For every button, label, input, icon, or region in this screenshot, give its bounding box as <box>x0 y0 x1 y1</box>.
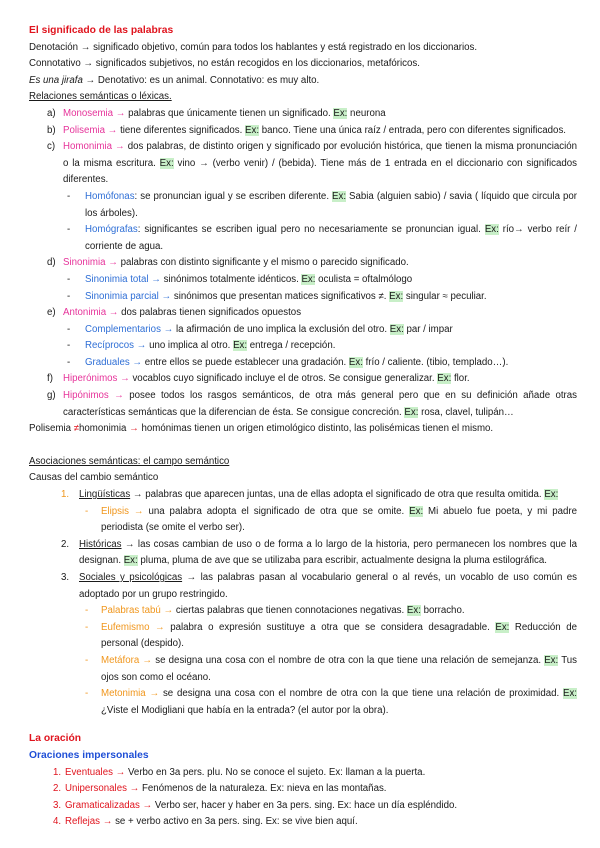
item-polisemia <box>29 123 577 140</box>
text: Polisemia <box>29 423 74 435</box>
ex-tag: Ex: <box>348 356 363 368</box>
term: Metonimia → <box>101 688 160 700</box>
section-title-asociaciones: Asociaciones semánticas: el campo semántico <box>29 455 230 467</box>
example: río→ verbo reír / corriente de agua. <box>85 224 578 252</box>
example: pluma, pluma de ave que se utilizaba para escribir, actualmente designa la pluma estilográfica. <box>137 555 547 567</box>
marker: e) <box>47 307 56 319</box>
item-sinonimia <box>29 255 577 272</box>
document-page <box>29 23 577 831</box>
text: sinónimos totalmente idénticos. <box>160 273 302 285</box>
example-jirafa <box>29 73 577 90</box>
ex-tag: Ex: <box>301 273 316 285</box>
term: Metáfora → <box>101 654 153 666</box>
jirafa-italic: Es una jirafa <box>29 74 83 86</box>
example: par / impar <box>403 323 453 335</box>
spacer <box>29 438 577 454</box>
marker: c) <box>47 141 56 153</box>
marker: 2. <box>61 538 70 550</box>
ex-tag: Ex: <box>406 605 421 617</box>
text: : significantes se escriben igual pero no necesariamente se pronuncian igual. <box>137 224 485 236</box>
term: Homonimia → <box>63 141 125 153</box>
ex-tag: Ex: <box>159 157 174 169</box>
dash-marker: - <box>85 621 89 633</box>
text: entre ellos se puede establecer una gradación. <box>142 356 349 368</box>
ex-tag: Ex: <box>404 406 419 418</box>
arrow: → <box>129 423 139 435</box>
example: borracho. <box>420 605 465 617</box>
spacer <box>29 719 577 731</box>
dash-marker: - <box>85 654 89 666</box>
text: homonimia <box>79 423 130 435</box>
marker: 1. <box>61 489 70 501</box>
term: Elipsis → <box>101 505 144 517</box>
term: Antonimia → <box>63 307 119 319</box>
dash-marker: - <box>67 273 71 285</box>
term: Sociales y psicológicas <box>79 572 183 583</box>
example: Sabia (alguien sabio) / savia ( líquido que circula por los árboles). <box>85 190 577 219</box>
item-hiperonimos <box>29 371 577 388</box>
example: vino → (verbo venir) / (bebida). Tiene más de 1 entrada en el diccionario con significados diferentes. <box>63 157 577 186</box>
example: ¿Viste el Modigliani que había en la entrada? (el autor por la obra). <box>101 704 389 716</box>
marker: 3. <box>61 572 70 583</box>
text: palabras con distinto significante y el mismo o parecido significado. <box>117 257 409 269</box>
ex-tag: Ex: <box>233 340 248 352</box>
connotativo-line: Connotativo → significados subjetivos, no están recogidos en los diccionarios, metafóricos. <box>29 58 420 70</box>
term: Históricas <box>79 538 122 550</box>
subitem-elipsis <box>29 504 577 537</box>
term: Recíprocos → <box>85 340 147 352</box>
text: Verbo ser, hacer y haber en 3a pers. sing. Ex: hace un día espléndido. <box>152 799 458 811</box>
ex-tag: Ex: <box>544 654 559 666</box>
text: la afirmación de uno implica la exclusión del otro. <box>173 323 390 335</box>
oracion-eventuales <box>29 765 577 782</box>
ex-tag: Ex: <box>484 224 499 236</box>
subitem-metafora <box>29 653 577 686</box>
cause-sociales <box>29 570 577 603</box>
ex-tag: Ex: <box>245 124 260 136</box>
term: Reflejas → <box>65 816 113 828</box>
term: Unipersonales → <box>65 783 140 795</box>
ex-tag: Ex: <box>389 323 404 335</box>
subitem-reciprocos <box>29 338 577 355</box>
example: Mi abuelo fue poeta, y mi padre periodista (se omite el verbo ser). <box>101 505 578 534</box>
item-antonimia <box>29 305 577 322</box>
text: → las cosas cambian de uso o de forma a lo largo de la historia, pero permanecen los nombres que la designan. <box>79 538 577 567</box>
subitem-sinonimia-total <box>29 272 577 289</box>
example: Reducción de personal (despido). <box>101 621 577 650</box>
marker: b) <box>47 124 56 136</box>
ex-tag: Ex: <box>495 621 510 633</box>
ex-tag: Ex: <box>123 555 138 567</box>
section-title-significado: El significado de las palabras <box>29 25 174 36</box>
dash-marker: - <box>67 190 71 202</box>
dash-marker: - <box>67 224 71 236</box>
term: Complementarios → <box>85 323 174 335</box>
subitem-homofonas <box>29 189 577 222</box>
item-homonimia <box>29 139 577 189</box>
term: Polisemia → <box>63 124 118 136</box>
example: singular ≈ peculiar. <box>403 290 487 302</box>
ex-tag: Ex: <box>437 373 452 385</box>
subheading-relaciones: Relaciones semánticas o léxicas. <box>29 91 172 103</box>
term: Homófonas <box>85 190 135 202</box>
dash-marker: - <box>67 290 71 302</box>
term: Homógrafas <box>85 224 138 236</box>
dash-marker: - <box>67 340 71 352</box>
text: Fenómenos de la naturaleza. Ex: nieva en las montañas. <box>139 783 387 795</box>
ex-tag: Ex: <box>409 505 424 517</box>
marker: a) <box>47 107 56 119</box>
cause-historicas <box>29 537 577 570</box>
subheading-impersonales: Oraciones impersonales <box>29 749 149 761</box>
term: Eventuales → <box>65 766 126 778</box>
example: rosa, clavel, tulipán… <box>418 406 514 418</box>
text: se designa una cosa con el nombre de otra con la que tiene una relación de proximidad. <box>159 688 563 700</box>
polisemia-vs-homonimia <box>29 421 577 438</box>
marker: 4. <box>53 816 62 828</box>
text: se designa una cosa con el nombre de otra con la que tiene una relación de semejanza. <box>152 654 545 666</box>
text: palabra o expresión sustituye a otra que se considera desagradable. <box>164 621 496 633</box>
example: entrega / recepción. <box>247 340 336 352</box>
text: ciertas palabras que tienen connotaciones negativas. <box>173 605 407 617</box>
text: Verbo en 3a pers. plu. No se conoce el sujeto. Ex: llaman a la puerta. <box>125 766 426 778</box>
jirafa-text: → Denotativo: es un animal. Connotativo: es muy alto. <box>82 74 320 86</box>
ex-tag: Ex: <box>563 688 577 700</box>
term: Graduales → <box>85 356 143 368</box>
subitem-metonimia <box>29 686 577 719</box>
text: posee todos los rasgos semánticos, de otra más general pero que en su definición añade otras características semánticas que la diferencian de ésta. Se consigue concreción. <box>63 390 577 418</box>
oracion-unipersonales <box>29 781 577 798</box>
marker: d) <box>47 257 56 269</box>
text: dos palabras tienen significados opuestos <box>118 307 302 319</box>
term: Monosemia → <box>63 107 126 119</box>
dash-marker: - <box>85 605 89 617</box>
ex-tag: Ex: <box>544 489 559 501</box>
text: palabras que únicamente tienen un significado. <box>125 107 334 119</box>
text: dos palabras, de distinto origen y significado por evolución histórica, que tienen la misma pronunciación o la misma escritura. <box>63 141 578 169</box>
section-title-oracion: La oración <box>29 733 82 745</box>
marker: f) <box>47 373 53 385</box>
subitem-tabu <box>29 603 577 620</box>
ex-tag: Ex: <box>389 290 404 302</box>
subitem-graduales <box>29 355 577 372</box>
example: Tus ojos son como el océano. <box>101 654 577 683</box>
marker: 3. <box>53 799 62 811</box>
neq-symbol: ≠ <box>73 423 80 435</box>
term: Sinonimia → <box>63 257 118 269</box>
text: uno implica al otro. <box>146 340 234 352</box>
marker: 1. <box>53 766 62 778</box>
dash-marker: - <box>67 323 71 335</box>
example: banco. Tiene una única raíz / entrada, pero con diferentes significados. <box>259 124 566 136</box>
term: Gramaticalizadas → <box>65 799 153 811</box>
oracion-gramaticalizadas <box>29 798 577 815</box>
ex-tag: Ex: <box>332 190 347 202</box>
text: homónimas tienen un origen etimológico distinto, las polisémicas tienen el mismo. <box>138 423 494 435</box>
term: Eufemismo → <box>101 621 165 633</box>
denotacion-line: Denotación → significado objetivo, común para todos los hablantes y está registrado en los diccionarios. <box>29 41 478 53</box>
example: frío / caliente. (tibio, templado…). <box>362 356 509 368</box>
text: → las palabras pasan al vocabulario general o al revés, un vocablo de uso común es adoptado por un grupo restringido. <box>79 572 577 600</box>
term: Lingüísticas <box>79 489 131 501</box>
term: Palabras tabú → <box>101 605 174 617</box>
marker: 2. <box>53 783 62 795</box>
item-monosemia <box>29 106 577 123</box>
text: se + verbo activo en 3a pers. sing. Ex: se vive bien aquí. <box>112 816 358 828</box>
subitem-sinonimia-parcial <box>29 289 577 306</box>
term: Sinonimia total → <box>85 273 161 285</box>
ex-tag: Ex: <box>333 107 348 119</box>
term: Hipónimos → <box>63 390 124 402</box>
dash-marker: - <box>67 356 71 368</box>
text: vocablos cuyo significado incluye el de otros. Se consigue generalizar. <box>129 373 438 385</box>
example: oculista = oftalmólogo <box>315 273 413 285</box>
marker: g) <box>47 390 56 402</box>
text: tiene diferentes significados. <box>117 124 246 136</box>
subitem-homografas <box>29 222 577 255</box>
oracion-reflejas <box>29 814 577 831</box>
text: → palabras que aparecen juntas, una de ellas adopta el significado de otra que resulta omitida. <box>130 489 545 501</box>
dash-marker: - <box>85 505 89 517</box>
dash-marker: - <box>85 688 89 700</box>
term: Sinonimia parcial → <box>85 290 172 302</box>
subheading-causas: Causas del cambio semántico <box>29 472 159 484</box>
term: Hiperónimos → <box>63 373 130 385</box>
example: flor. <box>451 373 470 385</box>
item-hiponimos <box>29 388 577 421</box>
subitem-complementarios <box>29 322 577 339</box>
subitem-eufemismo <box>29 620 577 653</box>
cause-linguisticas <box>29 487 577 504</box>
text: sinónimos que presentan matices significativos ≠. <box>171 290 390 302</box>
example: neurona <box>347 107 386 119</box>
text: una palabra adopta el significado de otra que se omite. <box>143 505 410 517</box>
text: : se pronuncian igual y se escriben diferente. <box>134 190 333 202</box>
